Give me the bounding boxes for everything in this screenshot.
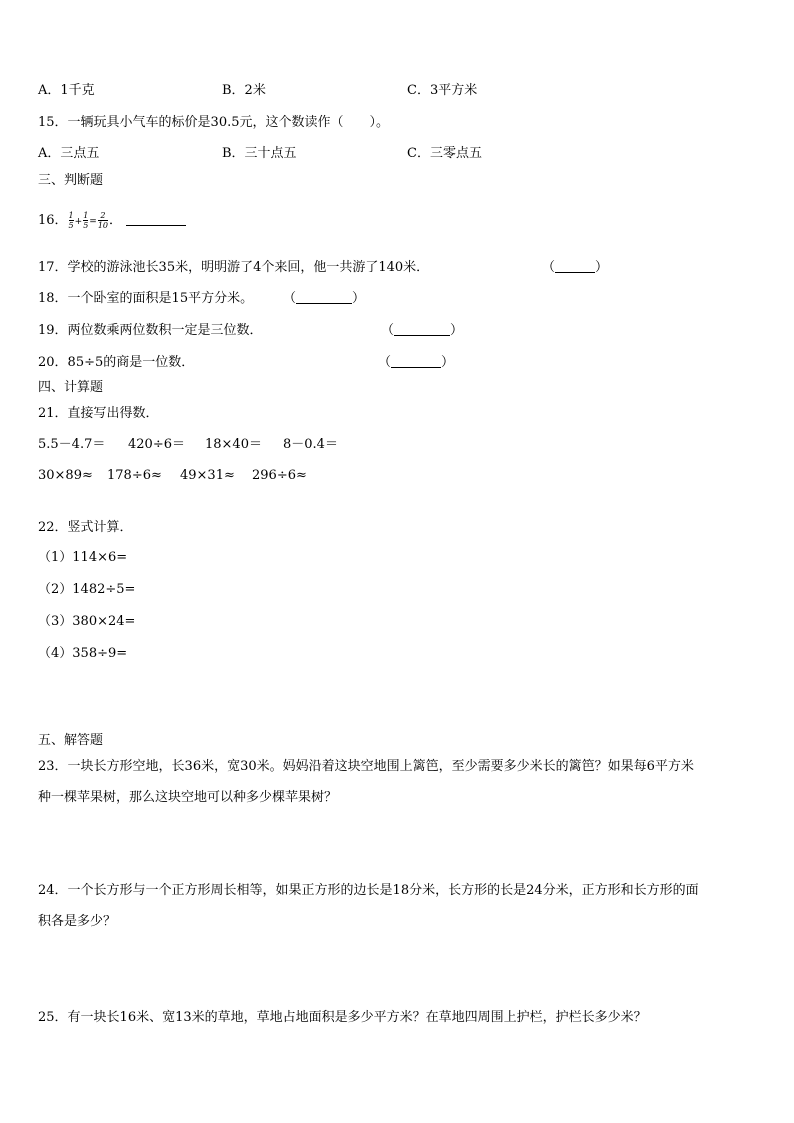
q17-answer[interactable]: （ ） [542, 260, 609, 275]
question-24-line-2: 积各是多少？ [38, 914, 117, 929]
q15-option-a: A．三点五 [38, 146, 100, 161]
question-24-line-1: 24．一个长方形与一个正方形周长相等，如果正方形的边长是18分米，长方形的长是24分米，正方形和长方形的面 [38, 883, 699, 898]
question-19: 19．两位数乘两位数积一定是三位数． [38, 323, 263, 338]
q21-calc-5: 30×89≈ [38, 468, 93, 483]
q16-fraction-1: $\frac{1}{5}$ [68, 211, 74, 230]
q21-calc-7: 49×31≈ [180, 468, 235, 483]
section-heading-calculation: 四、计算题 [38, 380, 104, 395]
question-20: 20．85÷5的商是一位数． [38, 355, 195, 370]
q22-item-1: （1）114×6= [38, 550, 128, 565]
q16-fraction-3: $\frac{2}{10}$ [97, 211, 109, 230]
q20-answer[interactable]: （ ） [378, 355, 455, 370]
q18-answer-blank[interactable] [296, 291, 352, 304]
q15-option-c: C．三零点五 [407, 146, 482, 161]
q16-period: ． [109, 213, 123, 228]
question-23-line-2: 种一棵苹果树，那么这块空地可以种多少棵苹果树？ [38, 790, 338, 805]
q21-calc-1: 5.5－4.7＝ [38, 437, 106, 452]
q14-option-c: C．3平方米 [407, 83, 478, 98]
q21-calc-4: 8－0.4＝ [283, 437, 338, 452]
q20-answer-blank[interactable] [391, 355, 441, 368]
q21-calc-8: 296÷6≈ [252, 468, 307, 483]
q16-plus: + [74, 217, 83, 227]
question-22: 22．竖式计算． [38, 520, 133, 535]
question-15: 15．一辆玩具小气车的标价是30.5元，这个数读作（ ）。 [38, 115, 389, 130]
question-16 [38, 210, 186, 233]
q16-number: 16． [38, 213, 68, 228]
question-23-line-1: 23．一块长方形空地，长36米，宽30米。妈妈沿着这块空地围上篱笆，至少需要多少米长的篱笆？如果每6平方米 [38, 759, 694, 774]
question-25: 25．有一块长16米、宽13米的草地，草地占地面积是多少平方米？在草地四周围上护栏，护栏长多少米？ [38, 1010, 647, 1025]
q21-calc-6: 178÷6≈ [107, 468, 162, 483]
q17-answer-blank[interactable] [555, 260, 595, 273]
q19-answer[interactable]: （ ） [381, 323, 464, 338]
q16-fraction-2: $\frac{1}{5}$ [83, 211, 89, 230]
question-21: 21．直接写出得数． [38, 406, 159, 421]
q21-calc-2: 420÷6＝ [128, 437, 185, 452]
q14-option-a: A．1千克 [38, 83, 95, 98]
q15-option-b: B．三十点五 [222, 146, 297, 161]
question-18: 18．一个卧室的面积是15平方分米。 [38, 291, 254, 306]
q22-item-2: （2）1482÷5= [38, 582, 136, 597]
q16-equals: = [89, 217, 97, 227]
q18-answer[interactable]: （ ） [283, 291, 366, 306]
q14-option-b: B．2米 [222, 83, 266, 98]
q16-answer-blank[interactable] [126, 213, 186, 226]
q21-calc-3: 18×40＝ [205, 437, 262, 452]
q19-answer-blank[interactable] [394, 323, 450, 336]
section-heading-solve: 五、解答题 [38, 733, 104, 748]
q22-item-4: （4）358÷9= [38, 646, 128, 661]
q22-item-3: （3）380×24= [38, 614, 136, 629]
section-heading-judgement: 三、判断题 [38, 173, 104, 188]
question-17: 17．学校的游泳池长35米，明明游了4个来回，他一共游了140米． [38, 260, 430, 275]
